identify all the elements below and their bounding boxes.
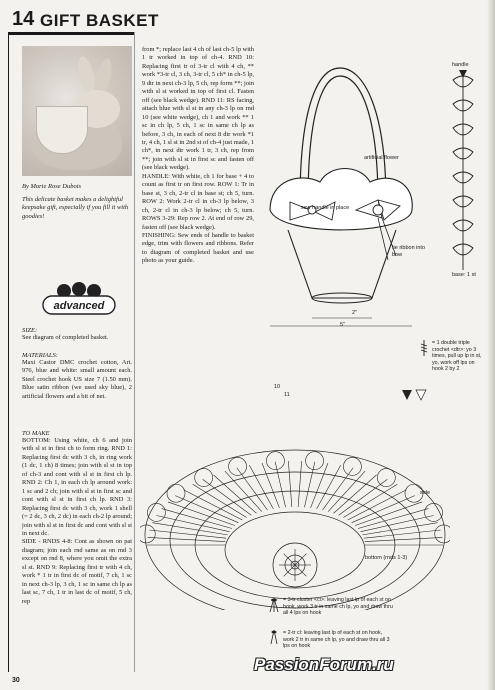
chart-scallop	[343, 457, 361, 475]
basket-body-drawing	[288, 230, 396, 298]
column-divider	[134, 32, 135, 672]
materials-section	[22, 352, 132, 401]
cluster-2tr-symbol-icon	[268, 630, 280, 644]
chart-ring	[145, 450, 445, 610]
chart-stitch-line	[193, 484, 247, 517]
basket-rim-drawing	[270, 169, 412, 230]
handle-chart	[445, 70, 481, 280]
chart-stitch-line	[355, 502, 422, 526]
chart-stitch-line	[148, 537, 226, 541]
chart-stitch-line	[343, 484, 397, 517]
chart-stitch-line	[162, 509, 232, 529]
legend-cluster-2tr: = 2-tr cl: leaving last lp of each st on hook, work 2 tr in same ch lp, yo and draw thru all 3 lps on hook	[283, 630, 390, 650]
fasten-off-wedge-icon	[459, 70, 467, 78]
label-sew-handle: sew handle in place	[300, 205, 350, 211]
chart-ring	[170, 472, 420, 608]
chart-stitch-line	[317, 465, 341, 509]
pattern-title: GIFT BASKET	[40, 11, 159, 30]
crochet-round-chart	[140, 360, 450, 610]
label-side: side	[420, 490, 431, 496]
left-border	[8, 32, 9, 672]
chart-stitch-line	[348, 490, 407, 520]
chart-stitch-line	[358, 509, 428, 529]
chart-scallop	[306, 452, 324, 470]
fasten-off-wedge-icon	[402, 390, 412, 400]
chart-stitch-line	[298, 461, 301, 507]
completed-basket-diagram	[260, 60, 420, 330]
badge-label: advanced	[53, 300, 105, 312]
skill-level-badge	[42, 282, 116, 322]
header-rule	[8, 32, 134, 35]
bottom-instructions: BOTTOM: Using white, ch 6 and join with sl st in first ch to form ring. RND 1: Replacing first dc with 3 ch, in ring work (1 dc, 1 ch) 8 times; join with sl st in top of ch-3 and cont with sl st in first ch lp. RND 2: Ch 1, in each ch lp around work: 1 sc and 2 ch; join with sl st in first sc and cont with sl st in first ch lp. RND 3: Replacing first dc with 3 ch, work 1 shell (= 2 dc, 3 ch, 2 dc) in each ch-2 lp around; join with sl st in first dc and cont with sl st in next dc.	[22, 437, 132, 537]
badge-ball-icon	[72, 282, 86, 296]
legend-cluster-3tr: = 3-tr cluster <cl>: leaving last lp of each st on hook, work 3 tr in same ch lp, yo and draw thru all 4 lps on hook	[283, 597, 393, 617]
right-column-text	[142, 46, 254, 266]
chart-scallop	[435, 525, 450, 543]
size-text: See diagram of completed basket.	[22, 334, 109, 341]
basket-photo	[22, 46, 132, 176]
label-rnd-11: 11	[284, 392, 290, 398]
size-section	[22, 327, 132, 342]
page-number: 30	[12, 677, 20, 684]
to-make-heading: TO MAKE	[22, 430, 50, 437]
join-wedge-icon	[416, 390, 426, 400]
label-rnd-10: 10	[274, 384, 281, 390]
dtr-symbol-icon	[418, 340, 430, 356]
page-edge-shadow	[487, 0, 495, 690]
chart-scallop	[167, 484, 185, 502]
label-tie-ribbon: tie ribbon into bow	[392, 245, 426, 258]
to-make-section	[22, 430, 132, 606]
legend-dtr: = 1 double triple crochet <dtr>: yo 3 times, pull up lp in st, yo, work off lps on hook 2 by 2	[432, 340, 482, 373]
handle-instructions: HANDLE: With white, ch 1 for base + 4 to count as first tr on first row. ROW 1: Tr in base st, 3 ch, 2-tr cl in base st; ch 5, turn. ROW 2: Work 2-tr cl in ch-3 lp below, 3 ch, 2-tr cl in ch-3 lp below; ch 5, turn. ROWS 3-29: Rep row 2. At end of row 29, fasten off (see black wedge).	[142, 172, 254, 231]
chart-scallop	[266, 452, 284, 470]
chart-scallop	[140, 525, 155, 543]
chart-scallop	[229, 457, 247, 475]
pattern-number: 14	[12, 8, 35, 30]
intro-text: This delicate basket makes a delightful keepsake gift, especially if you fill it with goodies!	[22, 196, 129, 220]
label-bottom: bottom (rnds 1-3)	[365, 555, 408, 561]
label-dim-5in: 5"	[340, 322, 346, 328]
rnd-10-11-instructions: from *; replace last 4 ch of last ch-5 lp with 1 tr worked in top of ch-4. RND 10: Replacing first tr of 3-tr cl with 4 ch, ** work *3-tr cl, 3 ch, 3-tr cl, 5 ch* in ch-5 lp, 9 dtr in next ch-3 lp, 5 ch, rep form **; join with sl st worked in top of first cl. Fasten off (see black wedge). RND 11: RS facing, attach blue with sl st in any ch-3 lp on rnd 10 (see white wedge), ch 1 and work ** 1 sc in ch lp, 5 ch, 1 sc in same ch lp as before, 3 ch, in each of next 8 dtr work *1 tr, 4 ch, 1 sl st in 2nd st of ch-4 just made, 1 ch*, in next dtr work 1 tr, 3 ch, rep from **; join with sl st in first sc and fasten off (see black wedge).	[142, 46, 254, 172]
materials-heading: MATERIALS:	[22, 352, 58, 359]
chart-stitch-line	[352, 496, 415, 523]
byline: By Marie Rose Dubois	[22, 183, 82, 190]
materials-text: Maxi Castor DMC crochet cotton, Art. 976, blue and white: small amount each. Steel crochet hook US size 7 (1.50 mm). Blue satin ribbon (we used sky blue), 2 artificial flowers and a bit of net.	[22, 359, 132, 400]
chart-stitch-line	[149, 530, 226, 538]
label-dim-2in: 2"	[352, 310, 358, 316]
chart-scallops	[140, 452, 450, 581]
label-artificial-flower: artificial flower	[364, 155, 399, 161]
chart-stitch-line	[339, 479, 388, 515]
chart-stitch-line	[365, 537, 443, 541]
chart-stitch-line	[288, 461, 291, 507]
basket-in-photo	[36, 106, 88, 154]
label-handle: handle	[452, 62, 469, 68]
chart-stitch-line	[249, 465, 273, 509]
finishing-instructions: FINISHING: Sew ends of handle to basket edge, trim with flowers and ribbons. Refer to diagram of completed basket and use photo as your guide.	[142, 231, 254, 265]
size-heading: SIZE:	[22, 327, 38, 334]
cluster-3tr-symbol-icon	[268, 598, 280, 612]
chart-stitch-line	[364, 530, 441, 538]
label-base: base: 1 st	[452, 272, 476, 278]
chart-stitch-line	[213, 475, 256, 513]
chart-scallop	[195, 469, 213, 487]
chart-stitch-line	[168, 502, 235, 526]
chart-stitch-line	[334, 475, 377, 513]
site-watermark: PassionForum.ru	[254, 655, 394, 674]
chart-stitch-line	[203, 479, 252, 515]
artificial-flower-icon	[373, 205, 383, 215]
chart-scallop	[377, 469, 395, 487]
chart-stitch-line	[175, 496, 238, 523]
side-instructions: SIDE - RNDS 4-8: Cont as shown on pat diagram; join each rnd same as on rnd 3 except on rnd 8, where you omit the extra sl st. RND 9: Replacing first tr with 4 ch, work * 1 tr in first dc of motif, 7 ch, 1 sc in next ch-3 lp, 3 ch, 1 sc in same ch lp as last sc, 7 ch, 1 tr in last dc of motif, 5 ch, rep	[22, 538, 132, 605]
chart-stitch-line	[184, 490, 243, 520]
